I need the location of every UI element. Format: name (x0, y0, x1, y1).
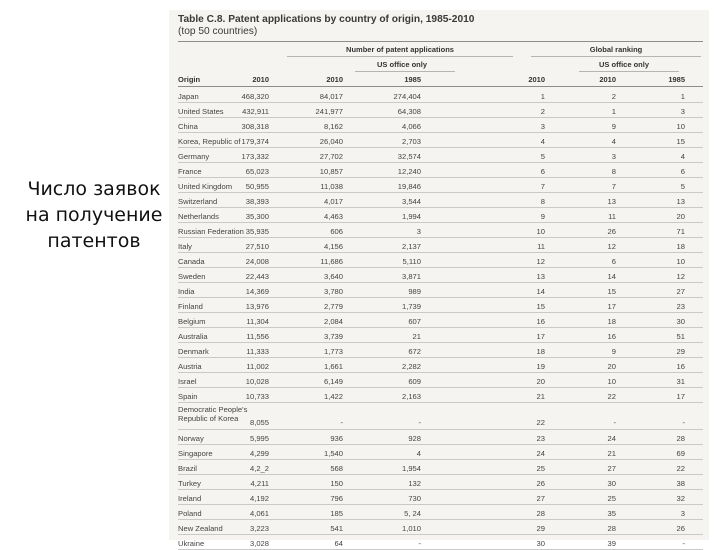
us-office-2010-cell: 541 (330, 524, 343, 533)
us-office-2010-cell: 1,422 (323, 392, 343, 401)
applications-group-header: Number of patent applications (346, 45, 454, 54)
us-office-1985-cell: 3,871 (401, 272, 421, 281)
applications-2010-cell: 173,332 (241, 152, 269, 161)
us-office-1985-cell: 12,240 (397, 167, 421, 176)
caption-line-3: патентов (47, 230, 141, 252)
table-row (169, 460, 709, 475)
table-row (169, 178, 709, 193)
rank-us-2010-cell: 28 (607, 524, 616, 533)
country-cell: United States (178, 107, 224, 116)
rank-us-1985-cell: 4 (680, 152, 685, 161)
country-cell: Canada (178, 257, 205, 266)
us-office-2010-cell: 3,640 (323, 272, 343, 281)
us-office-2010-cell: 150 (330, 479, 343, 488)
us-office-2010-cell: 27,702 (319, 152, 343, 161)
us-office-2010-cell: 26,040 (319, 137, 343, 146)
applications-2010-cell: 4,2_2 (249, 464, 269, 473)
rank-2010-cell: 26 (536, 479, 545, 488)
rank-2010-cell: 24 (536, 449, 545, 458)
us-office-2010-cell: 4,156 (323, 242, 343, 251)
rank-us-1985-cell: 20 (676, 212, 685, 221)
table-row (169, 373, 709, 388)
country-cell: Ireland (178, 494, 202, 503)
applications-2010-cell: 11,556 (246, 332, 269, 341)
country-cell: China (178, 122, 198, 131)
applications-2010-cell: 4,061 (249, 509, 269, 518)
rank-us-2010-cell: - (613, 418, 616, 427)
rank-us-2010-cell: 39 (607, 539, 616, 548)
rank-us-1985-cell: 30 (676, 317, 685, 326)
applications-2010-cell: 13,976 (245, 302, 269, 311)
us-office-1985-cell: 928 (408, 434, 421, 443)
rank-2010-cell: 10 (536, 227, 545, 236)
table-row (169, 193, 709, 208)
rank-us-2010-cell: 25 (607, 494, 616, 503)
us-office-2010-cell: 11,686 (320, 257, 343, 266)
rank-us-2010-cell: 17 (607, 302, 616, 311)
rank-2010-cell: 13 (536, 272, 545, 281)
table-row (169, 103, 709, 118)
applications-sub-rule (355, 71, 455, 72)
table-row (169, 163, 709, 178)
rank-us-2010-cell: 20 (607, 362, 616, 371)
rank-2010-cell: 8 (540, 197, 545, 206)
applications-2010-cell: 38,393 (245, 197, 269, 206)
us-office-2010-cell: 10,857 (319, 167, 343, 176)
rank-us-1985-cell: 18 (676, 242, 685, 251)
us-office-1985-cell: 1,739 (401, 302, 421, 311)
column-header-rank-us-1985: 1985 (668, 75, 685, 84)
us-office-1985-cell: 64,308 (397, 107, 421, 116)
applications-2010-cell: 22,443 (245, 272, 269, 281)
country-cell: New Zealand (178, 524, 223, 533)
rank-2010-cell: 14 (536, 287, 545, 296)
us-office-2010-cell: 568 (330, 464, 343, 473)
us-office-2010-cell: 1,540 (323, 449, 343, 458)
us-office-2010-cell: 84,017 (319, 92, 343, 101)
rank-us-2010-cell: 10 (607, 377, 616, 386)
table-title-subtitle: (top 50 countries) (178, 26, 258, 37)
country-cell: Democratic People's Republic of Korea (178, 405, 248, 423)
rank-2010-cell: 7 (540, 182, 545, 191)
header-bottom-rule (178, 86, 703, 87)
us-office-2010-cell: - (340, 418, 343, 427)
us-office-2010-cell: 936 (330, 434, 343, 443)
rank-us-1985-cell: 3 (680, 107, 685, 116)
us-office-1985-cell: 5, 24 (404, 509, 421, 518)
country-cell: France (178, 167, 202, 176)
rank-us-1985-cell: 1 (680, 92, 685, 101)
rank-us-1985-cell: 15 (676, 137, 685, 146)
rank-2010-cell: 12 (536, 257, 545, 266)
table-row (169, 118, 709, 133)
country-cell: Denmark (178, 347, 209, 356)
applications-2010-cell: 11,333 (246, 347, 269, 356)
us-office-2010-cell: 11,038 (320, 182, 343, 191)
rank-2010-cell: 17 (536, 332, 545, 341)
caption-line-1: Число заявок (27, 178, 161, 200)
country-cell: Brazil (178, 464, 197, 473)
us-office-2010-cell: 64 (334, 539, 343, 548)
ranking-sub-rule (579, 71, 679, 72)
us-office-2010-cell: 796 (330, 494, 343, 503)
us-office-1985-cell: 2,282 (401, 362, 421, 371)
table-title (178, 14, 538, 38)
rank-us-1985-cell: 38 (676, 479, 685, 488)
rank-2010-cell: 11 (537, 242, 545, 251)
rank-us-2010-cell: 13 (607, 197, 616, 206)
us-office-1985-cell: 730 (408, 494, 421, 503)
rank-2010-cell: 6 (540, 167, 545, 176)
rank-2010-cell: 28 (536, 509, 545, 518)
rank-us-2010-cell: 18 (607, 317, 616, 326)
rank-2010-cell: 3 (540, 122, 545, 131)
rank-2010-cell: 22 (536, 418, 545, 427)
applications-2010-cell: 10,028 (245, 377, 269, 386)
table-row (169, 403, 709, 430)
rank-us-2010-cell: 9 (611, 347, 616, 356)
applications-2010-cell: 11,002 (246, 362, 269, 371)
table-row (169, 490, 709, 505)
country-cell: Finland (178, 302, 203, 311)
table-body (169, 88, 709, 550)
rank-us-1985-cell: 16 (676, 362, 685, 371)
us-office-2010-cell: 1,773 (323, 347, 343, 356)
ranking-subheader: US office only (598, 60, 649, 69)
us-office-1985-cell: 2,703 (401, 137, 421, 146)
applications-2010-cell: 35,935 (245, 227, 269, 236)
country-cell: Switzerland (178, 197, 218, 206)
applications-group-rule (287, 56, 513, 57)
column-header-us-1985: 1985 (404, 75, 421, 84)
us-office-1985-cell: 3,544 (401, 197, 421, 206)
rank-us-2010-cell: 3 (611, 152, 616, 161)
rank-us-1985-cell: 10 (676, 122, 685, 131)
us-office-1985-cell: 672 (408, 347, 421, 356)
country-cell: United Kingdom (178, 182, 233, 191)
rank-us-2010-cell: 24 (607, 434, 616, 443)
us-office-1985-cell: 4,066 (401, 122, 421, 131)
rank-us-1985-cell: 13 (676, 197, 685, 206)
rank-us-1985-cell: 23 (676, 302, 685, 311)
rank-us-2010-cell: 12 (607, 242, 616, 251)
country-cell: Italy (178, 242, 192, 251)
us-office-1985-cell: 32,574 (397, 152, 421, 161)
rank-us-2010-cell: 16 (607, 332, 616, 341)
us-office-2010-cell: 2,084 (323, 317, 343, 326)
table-row (169, 328, 709, 343)
rank-us-1985-cell: 10 (676, 257, 685, 266)
applications-2010-cell: 179,374 (241, 137, 269, 146)
rank-us-2010-cell: 4 (611, 137, 616, 146)
country-cell: India (178, 287, 195, 296)
rank-2010-cell: 27 (536, 494, 545, 503)
applications-2010-cell: 11,304 (246, 317, 269, 326)
rank-us-1985-cell: 69 (676, 449, 685, 458)
us-office-1985-cell: - (418, 539, 421, 548)
table-row (169, 313, 709, 328)
rank-us-1985-cell: 12 (676, 272, 685, 281)
table-row (169, 445, 709, 460)
country-cell: Ukraine (178, 539, 205, 548)
applications-2010-cell: 308,318 (241, 122, 269, 131)
rank-us-1985-cell: 22 (676, 464, 685, 473)
rank-us-2010-cell: 11 (608, 212, 616, 221)
us-office-2010-cell: 4,017 (323, 197, 343, 206)
slide-caption (14, 176, 174, 254)
country-cell: Russian Federation (178, 227, 244, 236)
column-header-apps-2010: 2010 (252, 75, 269, 84)
rank-2010-cell: 19 (536, 362, 545, 371)
column-header-rank-2010: 2010 (528, 75, 545, 84)
table-row (169, 298, 709, 313)
rank-us-1985-cell: - (682, 418, 685, 427)
ranking-group-header: Global ranking (589, 45, 643, 54)
country-cell: Australia (178, 332, 208, 341)
country-cell: Poland (178, 509, 202, 518)
table-row (169, 238, 709, 253)
us-office-2010-cell: 3,739 (323, 332, 343, 341)
table-row (169, 430, 709, 445)
table-title-main: Table C.8. Patent applications by country of origin, 1985-2010 (178, 14, 475, 25)
column-header-rank-us-2010: 2010 (599, 75, 616, 84)
applications-2010-cell: 35,300 (245, 212, 269, 221)
top-rule (178, 41, 703, 42)
country-cell: Spain (178, 392, 198, 401)
country-cell: Norway (178, 434, 204, 443)
country-cell: Austria (178, 362, 202, 371)
rank-us-2010-cell: 27 (607, 464, 616, 473)
us-office-2010-cell: 2,779 (323, 302, 343, 311)
applications-2010-cell: 4,192 (249, 494, 269, 503)
rank-us-1985-cell: 5 (680, 182, 685, 191)
rank-us-1985-cell: 29 (676, 347, 685, 356)
country-cell: Korea, Republic of (178, 137, 241, 146)
rank-us-2010-cell: 9 (611, 122, 616, 131)
rank-us-2010-cell: 22 (607, 392, 616, 401)
us-office-1985-cell: 609 (408, 377, 421, 386)
country-cell: Japan (178, 92, 199, 101)
rank-us-2010-cell: 14 (607, 272, 616, 281)
column-header-us-2010: 2010 (326, 75, 343, 84)
rank-us-1985-cell: 28 (676, 434, 685, 443)
us-office-1985-cell: 1,954 (401, 464, 421, 473)
table-row (169, 535, 709, 550)
rank-us-1985-cell: 17 (676, 392, 685, 401)
rank-2010-cell: 15 (536, 302, 545, 311)
table-row (169, 148, 709, 163)
table-row (169, 505, 709, 520)
table-row (169, 520, 709, 535)
table-row (169, 268, 709, 283)
us-office-1985-cell: - (418, 418, 421, 427)
rank-us-1985-cell: 26 (676, 524, 685, 533)
rank-2010-cell: 21 (536, 392, 545, 401)
country-cell: Belgium (178, 317, 206, 326)
us-office-2010-cell: 6,149 (323, 377, 343, 386)
rank-2010-cell: 1 (540, 92, 545, 101)
us-office-1985-cell: 132 (408, 479, 421, 488)
table-row (169, 358, 709, 373)
us-office-1985-cell: 1,010 (401, 524, 421, 533)
applications-2010-cell: 5,995 (249, 434, 269, 443)
us-office-1985-cell: 607 (408, 317, 421, 326)
rank-us-1985-cell: 6 (680, 167, 685, 176)
rank-us-2010-cell: 6 (611, 257, 616, 266)
rank-2010-cell: 4 (540, 137, 545, 146)
applications-2010-cell: 27,510 (245, 242, 269, 251)
rank-us-2010-cell: 7 (611, 182, 616, 191)
us-office-1985-cell: 274,404 (393, 92, 421, 101)
us-office-1985-cell: 21 (412, 332, 421, 341)
applications-subheader: US office only (376, 60, 427, 69)
table-row (169, 475, 709, 490)
applications-2010-cell: 4,211 (250, 479, 269, 488)
us-office-2010-cell: 185 (330, 509, 343, 518)
applications-2010-cell: 14,369 (245, 287, 269, 296)
column-header-origin: Origin (178, 75, 201, 84)
rank-2010-cell: 25 (536, 464, 545, 473)
rank-us-2010-cell: 35 (607, 509, 616, 518)
rank-us-1985-cell: 71 (676, 227, 685, 236)
us-office-1985-cell: 2,163 (401, 392, 421, 401)
country-cell: Sweden (178, 272, 206, 281)
us-office-2010-cell: 8,162 (323, 122, 343, 131)
applications-2010-cell: 8,055 (249, 418, 269, 427)
rank-us-1985-cell: 32 (676, 494, 685, 503)
us-office-1985-cell: 2,137 (401, 242, 421, 251)
ranking-group-rule (531, 56, 701, 57)
table-row (169, 343, 709, 358)
table-row (169, 208, 709, 223)
rank-us-2010-cell: 2 (611, 92, 616, 101)
rank-2010-cell: 23 (536, 434, 545, 443)
us-office-2010-cell: 1,661 (323, 362, 343, 371)
table-row (169, 283, 709, 298)
rank-2010-cell: 2 (540, 107, 545, 116)
country-cell: Germany (178, 152, 210, 161)
us-office-2010-cell: 606 (330, 227, 343, 236)
us-office-1985-cell: 1,994 (401, 212, 421, 221)
us-office-2010-cell: 3,780 (323, 287, 343, 296)
us-office-1985-cell: 3 (416, 227, 421, 236)
us-office-1985-cell: 4 (416, 449, 421, 458)
rank-2010-cell: 16 (536, 317, 545, 326)
patent-table-page (169, 10, 709, 548)
country-cell: Singapore (178, 449, 213, 458)
applications-2010-cell: 4,299 (249, 449, 269, 458)
applications-2010-cell: 468,320 (241, 92, 269, 101)
applications-2010-cell: 24,008 (245, 257, 269, 266)
rank-us-1985-cell: 31 (676, 377, 685, 386)
rank-2010-cell: 5 (540, 152, 545, 161)
us-office-2010-cell: 4,463 (323, 212, 343, 221)
table-row (169, 133, 709, 148)
rank-us-1985-cell: 51 (676, 332, 685, 341)
us-office-2010-cell: 241,977 (315, 107, 343, 116)
rank-us-1985-cell: 27 (676, 287, 685, 296)
rank-us-2010-cell: 15 (607, 287, 616, 296)
rank-us-2010-cell: 21 (607, 449, 616, 458)
table-row (169, 223, 709, 238)
applications-2010-cell: 50,955 (245, 182, 269, 191)
rank-us-1985-cell: - (682, 539, 685, 548)
country-cell: Netherlands (178, 212, 219, 221)
us-office-1985-cell: 5,110 (402, 257, 421, 266)
rank-2010-cell: 30 (536, 539, 545, 548)
rank-2010-cell: 20 (536, 377, 545, 386)
applications-2010-cell: 3,028 (249, 539, 269, 548)
table-row (169, 253, 709, 268)
country-cell: Israel (178, 377, 197, 386)
caption-line-2: на получение (25, 204, 163, 226)
rank-us-2010-cell: 8 (611, 167, 616, 176)
rank-2010-cell: 18 (536, 347, 545, 356)
rank-us-2010-cell: 1 (611, 107, 616, 116)
applications-2010-cell: 10,733 (245, 392, 269, 401)
table-row (169, 88, 709, 103)
us-office-1985-cell: 19,846 (397, 182, 421, 191)
rank-us-1985-cell: 3 (680, 509, 685, 518)
rank-us-2010-cell: 26 (607, 227, 616, 236)
applications-2010-cell: 65,023 (245, 167, 269, 176)
country-cell: Turkey (178, 479, 201, 488)
applications-2010-cell: 3,223 (249, 524, 269, 533)
rank-2010-cell: 9 (540, 212, 545, 221)
applications-2010-cell: 432,911 (242, 107, 269, 116)
rank-2010-cell: 29 (536, 524, 545, 533)
rank-us-2010-cell: 30 (607, 479, 616, 488)
table-row (169, 388, 709, 403)
us-office-1985-cell: 989 (408, 287, 421, 296)
